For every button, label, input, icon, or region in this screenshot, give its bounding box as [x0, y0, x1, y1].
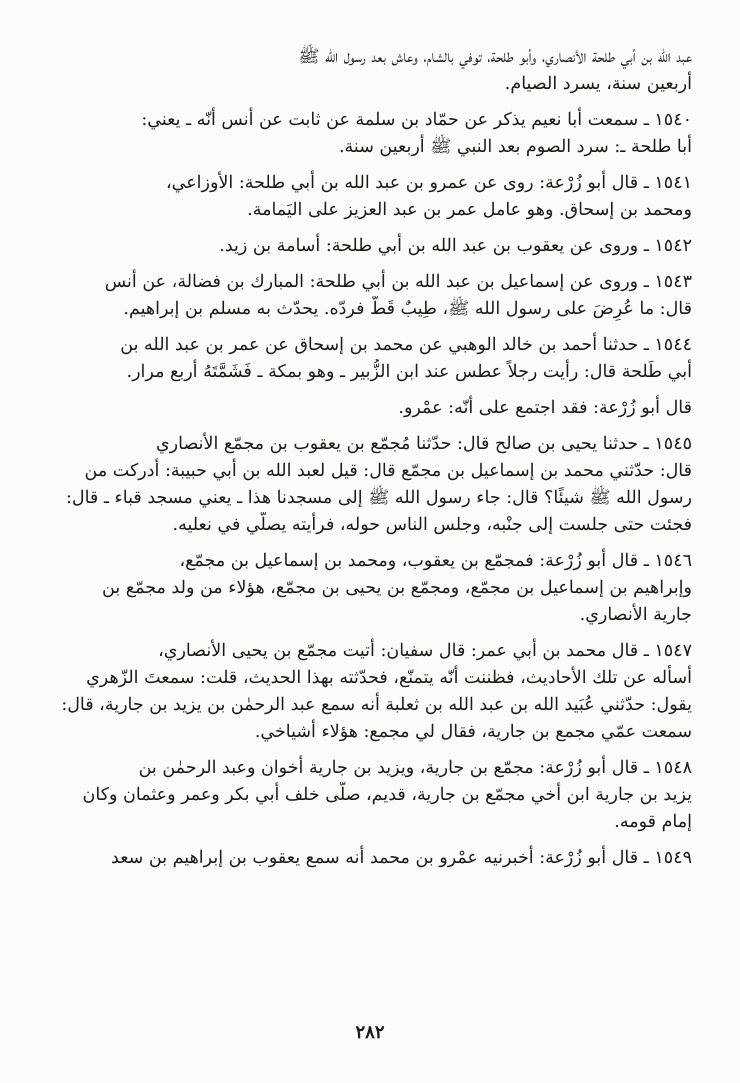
text-line: سمعت عمّي مجمع بن جارية، فقال لي مجمع: هؤلاء أشياخي.: [254, 722, 692, 742]
paragraph: [42, 638, 692, 746]
text-line: أربعين سنة، يسرد الصيام.: [504, 74, 692, 94]
paragraph: [42, 431, 692, 539]
text-line: ١٥٤١ ـ قال أبو زُرْعة: روى عن عمرو بن عبد الله بن أبي طلحة: الأوزاعي،: [165, 173, 692, 193]
text-line: عبد الله بن أبي طلحة الأنصاري، وأبو طلحة، توفي بالشام، وعاش بعد رسول الله ﷺ: [298, 47, 692, 67]
paragraph: [42, 107, 692, 161]
text-line: فجئت حتى جلست إلى جنْبه، وجلس الناس حوله، فرأيته يصلّي في نعليه.: [172, 515, 692, 535]
text-line: ١٥٤٥ ـ حدثنا يحيى بن صالح قال: حدّثنا مُجمّع بن يعقوب بن مجمّع الأنصاري: [155, 434, 692, 454]
text-line: ١٥٤٣ ـ وروى عن إسماعيل بن عبد الله بن أبي طلحة: المبارك بن فضالة، عن أنس: [104, 272, 692, 292]
text-line: يزيد بن جارية ابن أخي مجمّع بن جارية، قديم، صلّى خلف أبي بكر وعمر وعثمان وكان: [82, 785, 692, 805]
text-body: [42, 44, 692, 872]
paragraph: [42, 845, 692, 872]
text-line: قال: ما عُرِضَ على رسول الله ﷺ، طِيبٌ قَطُّ فردّه. يحدّث به مسلم بن إبراهيم.: [123, 299, 692, 319]
text-line: أبا طلحة ـ: سرد الصوم بعد النبي ﷺ أربعين سنة.: [338, 137, 692, 157]
text-line: جارية الأنصاري.: [579, 605, 692, 625]
text-line: ١٥٤٤ ـ حدثنا أحمد بن خالد الوهبي عن محمد بن إسحاق عن عمر بن عبد الله بن: [120, 335, 692, 355]
paragraph: [42, 332, 692, 386]
paragraph: [42, 395, 692, 422]
paragraph: [42, 755, 692, 836]
paragraph: [42, 269, 692, 323]
text-line: ١٥٤٦ ـ قال أبو زُرْعة: فمجمّع بن يعقوب، ومحمد بن إسماعيل بن مجمّع،: [179, 551, 692, 571]
text-line: قال: حدّثني محمد بن إسماعيل بن مجمّع قال: قيل لعبد الله بن أبي حبيبة: أدركت من: [84, 461, 692, 481]
paragraph: [42, 170, 692, 224]
page-number: ٢٨٢: [355, 1022, 385, 1043]
paragraph: [42, 548, 692, 629]
text-line: أسأله عن تلك الأحاديث، فظننت أنّه يتمنّع، فحدّثته بهذا الحديث، قلت: سمعتَ الزّهري: [86, 668, 692, 688]
paragraph: [42, 44, 692, 98]
paragraph: [42, 233, 692, 260]
text-line: رسول الله ﷺ شيئًا؟ قال: جاء رسول الله ﷺ إلى مسجدنا هذا ـ يعني مسجد قباء ـ قال:: [65, 488, 692, 508]
text-line: يقول: حدّثني عُبَيد الله بن عبد الله بن ثعلبة أنه سمع عبد الرحمٰن بن يزيد بن جارية، قال:: [61, 695, 692, 715]
text-line: ١٥٤٠ ـ سمعت أبا نعيم يذكر عن حمّاد بن سلمة عن ثابت عن أنس أنّه ـ يعني:: [141, 110, 692, 130]
text-line: أبي طَلحة قال: رأيت رجلاً عطس عند ابن الزُّبير ـ وهو بمكة ـ فَشَمَّتَهُ أربع مرار.: [126, 362, 692, 382]
text-line: ١٥٤٩ ـ قال أبو زُرْعة: أخبرنيه عمْرو بن محمد أنه سمع يعقوب بن إبراهيم بن سعد: [111, 848, 692, 868]
text-line: وإبراهيم بن إسماعيل بن مجمّع، ومجمّع بن يحيى بن مجمّع، هؤلاء من ولد مجمّع بن: [102, 578, 692, 598]
text-line: إمام قومه.: [614, 812, 692, 832]
text-line: ١٥٤٢ ـ وروى عن يعقوب بن عبد الله بن أبي طلحة: أُسامة بن زيد.: [219, 236, 692, 256]
text-line: ومحمد بن إسحاق. وهو عامل عمر بن عبد العزيز على اليَمامة.: [247, 200, 692, 220]
text-line: قال أبو زُرْعة: فقد اجتمع على أنّه: عمْرو.: [398, 398, 692, 418]
text-line: ١٥٤٧ ـ قال محمد بن أبي عمر: قال سفيان: أتيت مجمّع بن يحيى الأنصاري،: [158, 641, 692, 661]
text-line: ١٥٤٨ ـ قال أبو زُرْعة: مجمّع بن جارية، ويزيد بن جارية أخوان وعبد الرحمٰن بن: [138, 758, 692, 778]
